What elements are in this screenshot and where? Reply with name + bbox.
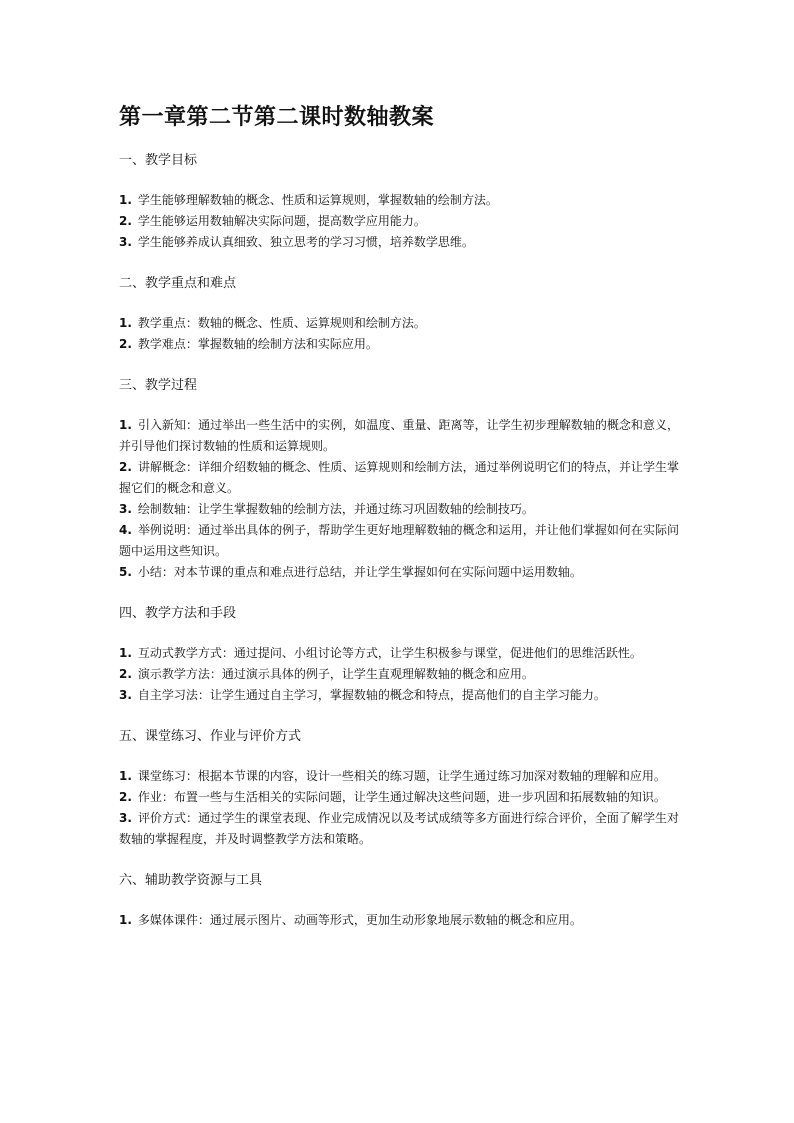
document-page xyxy=(119,100,679,951)
item-number: 1. xyxy=(119,316,132,330)
item-number: 1. xyxy=(119,913,132,927)
section-heading: 五、课堂练习、作业与评价方式 xyxy=(119,729,302,744)
section-heading: 一、教学目标 xyxy=(119,153,198,168)
item-text: 学生能够理解数轴的概念、性质和运算规则，掌握数轴的绘制方法。 xyxy=(137,193,498,207)
item-number: 1. xyxy=(119,418,132,432)
item-text: 教学重点：数轴的概念、性质、运算规则和绘制方法。 xyxy=(137,316,426,330)
list-item xyxy=(119,415,679,457)
list-item xyxy=(119,334,679,355)
list-item xyxy=(119,499,679,520)
page-title: 第一章第二节第二课时数轴教案 xyxy=(119,105,435,130)
item-list xyxy=(119,910,679,931)
list-item xyxy=(119,664,679,685)
section-teaching-objectives xyxy=(119,150,679,253)
item-number: 2. xyxy=(119,460,132,474)
item-list xyxy=(119,190,679,253)
item-text: 教学难点：掌握数轴的绘制方法和实际应用。 xyxy=(137,337,378,351)
item-number: 3. xyxy=(119,811,132,825)
item-text: 学生能够养成认真细致、独立思考的学习习惯，培养数学思维。 xyxy=(137,235,474,249)
item-text: 绘制数轴：让学生掌握数轴的绘制方法，并通过练习巩固数轴的绘制技巧。 xyxy=(137,502,534,516)
item-number: 2. xyxy=(119,667,132,681)
list-item xyxy=(119,457,679,499)
item-text: 讲解概念：详细介绍数轴的概念、性质、运算规则和绘制方法，通过举例说明它们的特点，并让学生掌握它们的概念和意义。 xyxy=(119,460,679,495)
item-number: 2. xyxy=(119,790,132,804)
section-teaching-methods xyxy=(119,603,679,706)
list-item xyxy=(119,562,679,583)
list-item xyxy=(119,313,679,334)
item-number: 5. xyxy=(119,565,132,579)
item-list xyxy=(119,766,679,850)
item-text: 自主学习法：让学生通过自主学习，掌握数轴的概念和特点，提高他们的自主学习能力。 xyxy=(137,688,606,702)
item-list xyxy=(119,415,679,583)
item-text: 引入新知：通过举出一些生活中的实例，如温度、重量、距离等，让学生初步理解数轴的概念和意义，并引导他们探讨数轴的性质和运算规则。 xyxy=(119,418,679,453)
section-teaching-process xyxy=(119,375,679,583)
item-list xyxy=(119,313,679,355)
item-text: 举例说明：通过举出具体的例子，帮助学生更好地理解数轴的概念和运用，并让他们掌握如何在实际问题中运用这些知识。 xyxy=(119,523,679,558)
item-text: 课堂练习：根据本节课的内容，设计一些相关的练习题，让学生通过练习加深对数轴的理解和应用。 xyxy=(137,769,666,783)
item-list xyxy=(119,643,679,706)
item-text: 学生能够运用数轴解决实际问题，提高数学应用能力。 xyxy=(137,214,426,228)
list-item xyxy=(119,685,679,706)
list-item xyxy=(119,910,679,931)
item-number: 1. xyxy=(119,646,132,660)
list-item xyxy=(119,232,679,253)
list-item xyxy=(119,787,679,808)
item-text: 评价方式：通过学生的课堂表现、作业完成情况以及考试成绩等多方面进行综合评价，全面了解学生对数轴的掌握程度，并及时调整教学方法和策略。 xyxy=(119,811,679,846)
section-heading: 六、辅助教学资源与工具 xyxy=(119,873,263,888)
item-number: 2. xyxy=(119,214,132,228)
item-text: 作业：布置一些与生活相关的实际问题，让学生通过解决这些问题，进一步巩固和拓展数轴的知识。 xyxy=(137,790,666,804)
item-number: 3. xyxy=(119,688,132,702)
list-item xyxy=(119,190,679,211)
section-heading: 三、教学过程 xyxy=(119,378,198,393)
item-text: 演示教学方法：通过演示具体的例子，让学生直观理解数轴的概念和应用。 xyxy=(137,667,534,681)
item-number: 3. xyxy=(119,235,132,249)
list-item xyxy=(119,766,679,787)
item-text: 多媒体课件：通过展示图片、动画等形式，更加生动形象地展示数轴的概念和应用。 xyxy=(137,913,582,927)
item-number: 1. xyxy=(119,193,132,207)
item-number: 3. xyxy=(119,502,132,516)
list-item xyxy=(119,808,679,850)
section-key-points xyxy=(119,273,679,355)
section-heading: 二、教学重点和难点 xyxy=(119,276,237,291)
list-item xyxy=(119,520,679,562)
item-number: 4. xyxy=(119,523,132,537)
section-exercises-assessment xyxy=(119,726,679,850)
item-number: 1. xyxy=(119,769,132,783)
item-text: 互动式教学方式：通过提问、小组讨论等方式，让学生积极参与课堂，促进他们的思维活跃性。 xyxy=(137,646,642,660)
section-heading: 四、教学方法和手段 xyxy=(119,606,237,621)
item-text: 小结：对本节课的重点和难点进行总结，并让学生掌握如何在实际问题中运用数轴。 xyxy=(137,565,582,579)
item-number: 2. xyxy=(119,337,132,351)
list-item xyxy=(119,643,679,664)
section-resources-tools xyxy=(119,870,679,931)
list-item xyxy=(119,211,679,232)
